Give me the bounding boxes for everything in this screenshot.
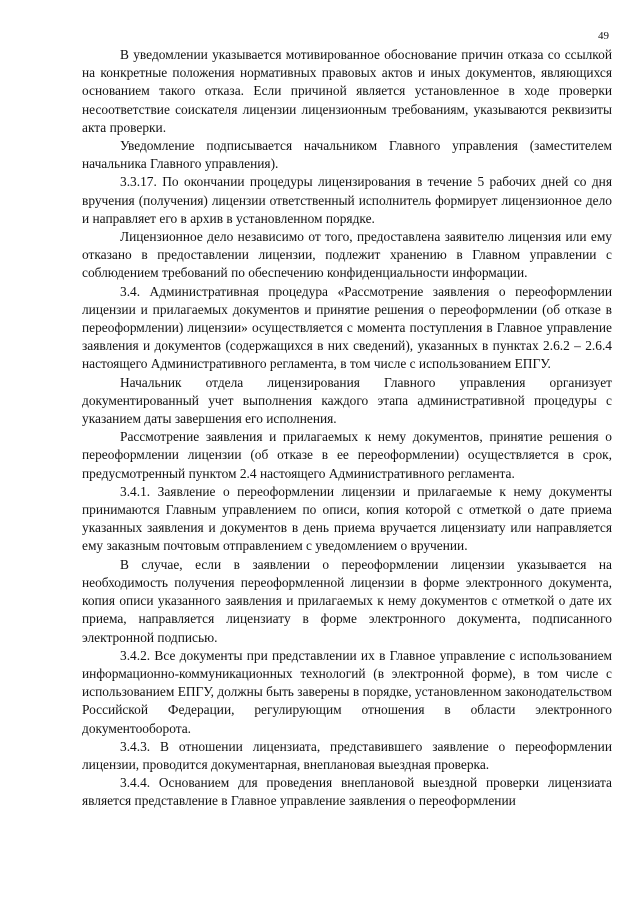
paragraph: 3.4. Административная процедура «Рассмотрение заявления о переоформлении лицензии и прилагаемых документов и принятие решения о переоформлении (об отказе в переоформлении) лицензии» осуществляется с момента поступления в Главное управление заявления и документов (содержащихся в них сведений), указанных в пунктах 2.6.2 – 2.6.4 настоящего Административного регламента, в том числе с использованием ЕПГУ. — [82, 283, 612, 372]
page-number: 49 — [598, 30, 609, 42]
paragraph: Рассмотрение заявления и прилагаемых к нему документов, принятие решения о переоформлении лицензии (об отказе в ее переоформлении) осуществляется в срок, предусмотренный пунктом 2.4 настоящего Административного регламента. — [82, 429, 612, 481]
paragraph: 3.4.3. В отношении лицензиата, представившего заявление о переоформлении лицензии, проводится документарная, внеплановая выездная проверка. — [82, 738, 612, 772]
paragraph: Начальник отдела лицензирования Главного управления организует документированный учет выполнения каждого этапа административной процедуры с указанием даты завершения его исполнения. — [82, 374, 612, 427]
paragraph: 3.4.4. Основанием для проведения внеплановой выездной проверки лицензиата является представление в Главное управление заявления о переоформлении — [82, 775, 612, 809]
paragraph: 3.4.2. Все документы при представлении их в Главное управление с использованием информационно-коммуникационных технологий (в электронной форме), в том числе с использованием ЕПГУ, должны быть заверены в порядке, установленном законодательством Российской Федерации, регулирующим отношения в области электронного документооборота. — [82, 647, 612, 736]
paragraph: Лицензионное дело независимо от того, предоставлена заявителю лицензия или ему отказано в предоставлении лицензии, подлежит хранению в Главном управлении с соблюдением требований по обеспечению конфиденциальности информации. — [82, 229, 612, 281]
paragraph: 3.4.1. Заявление о переоформлении лицензии и прилагаемые к нему документы принимаются Главным управлением по описи, копия которой с отметкой о дате приема указанных заявления и документов в день приема вручается лицензиату или направляется ему заказным почтовым отправлением с уведомлением о вручении. — [82, 483, 612, 554]
paragraph: В уведомлении указывается мотивированное обоснование причин отказа со ссылкой на конкретные положения нормативных правовых актов и иных документов, являющихся основанием такого отказа. Если причиной является установленное в ходе проверки несоответствие соискателя лицензии лицензионным требованиям, указываются реквизиты акта проверки. — [82, 47, 612, 135]
paragraph: Уведомление подписывается начальником Главного управления (заместителем начальника Главного управления). — [82, 138, 612, 172]
paragraph: 3.3.17. По окончании процедуры лицензирования в течение 5 рабочих дней со дня вручения (получения) лицензии ответственный исполнитель формирует лицензионное дело и направляет его в архив в установленном порядке. — [82, 174, 612, 226]
paragraph: В случае, если в заявлении о переоформлении лицензии указывается на необходимость получения переоформленной лицензии в форме электронного документа, копия описи указанного заявления и прилагаемых к нему документов с отметкой о дате их приема, направляется лицензиату в форме электронного документа, подписанного электронной подписью. — [82, 556, 612, 645]
document-body — [82, 46, 612, 811]
